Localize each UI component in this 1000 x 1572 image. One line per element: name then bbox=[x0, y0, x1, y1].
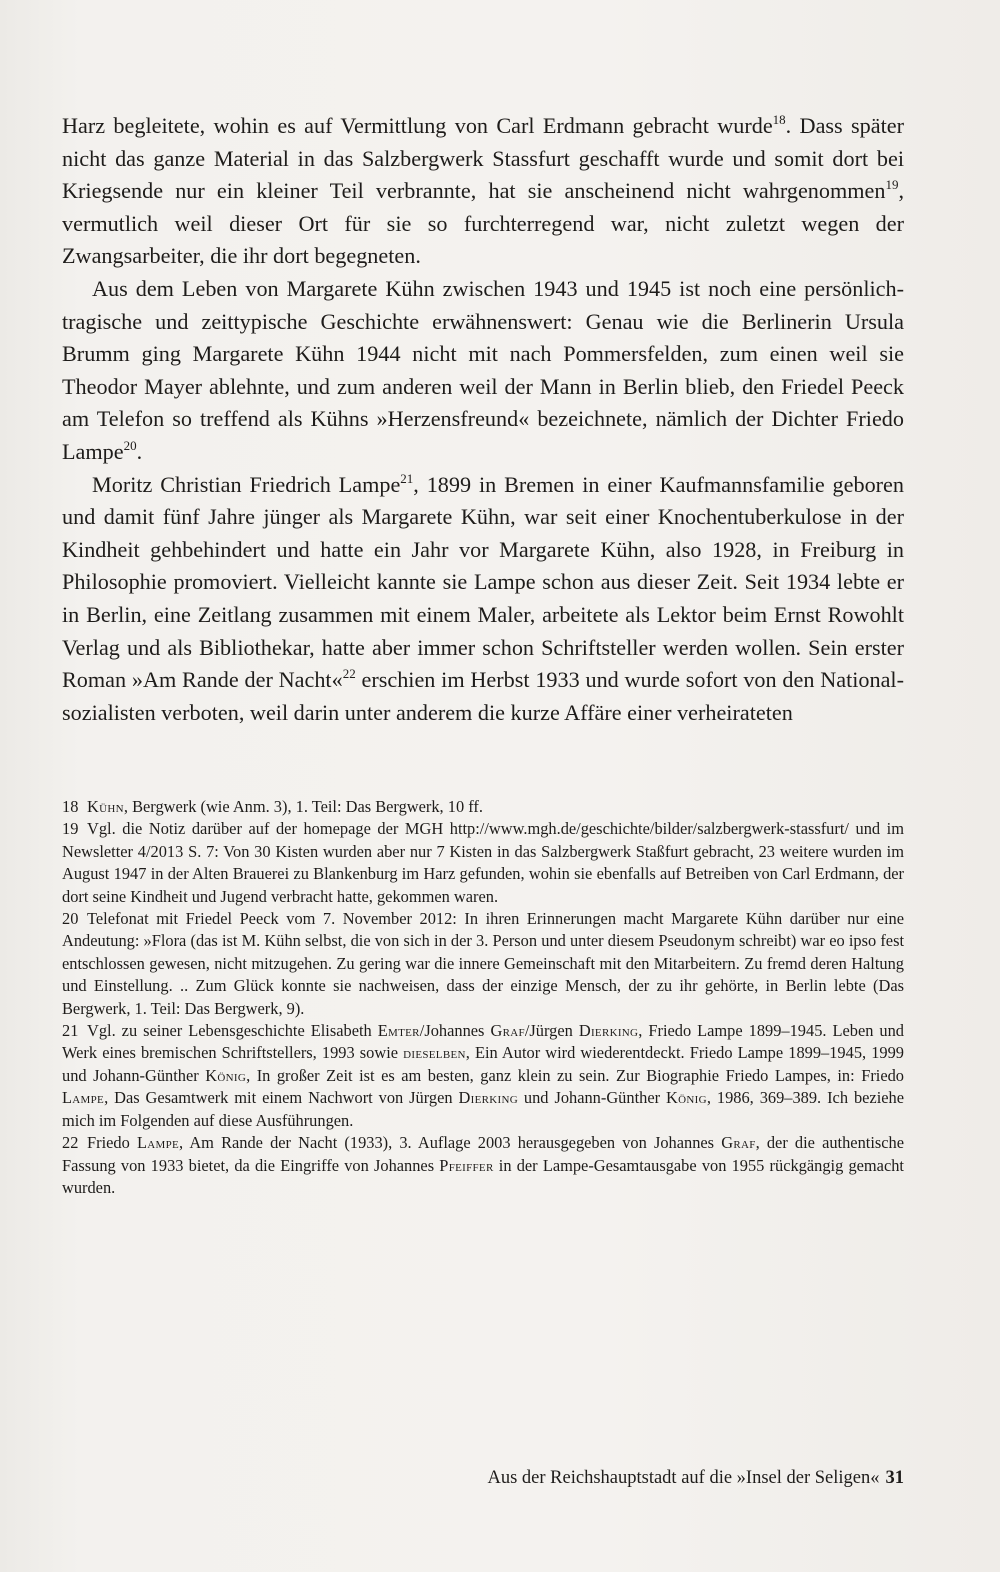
body-paragraph bbox=[62, 273, 904, 469]
footnote-18 bbox=[62, 796, 904, 818]
text-run: , der die authentische Fassung von 1933 bietet, da die Eingriffe von Johannes bbox=[62, 1133, 905, 1175]
text-run: , Ein Autor wird wiederentdeckt. Friedo Lampe 1899–1945, 1999 und Johann-Günther bbox=[62, 1043, 904, 1085]
footnote-reference-21[interactable]: 21 bbox=[400, 470, 414, 486]
text-run: , Das Gesamtwerk mit einem Nachwort von Jürgen bbox=[104, 1088, 459, 1108]
footnote-21 bbox=[62, 1020, 904, 1132]
running-title: Aus der Reichshauptstadt auf die »Insel der Seligen« bbox=[487, 1468, 880, 1488]
body-paragraph bbox=[62, 469, 904, 730]
footnote-reference-22[interactable]: 22 bbox=[342, 666, 356, 682]
text-run: , Friedo Lampe 1899–1945. Leben und Werk eines bremischen Schriftstellers, 1993 sowie bbox=[62, 1021, 905, 1063]
text-run: Vgl. die Notiz darüber auf der homepage der MGH http://www.mgh.de/geschichte/bilder/salzbergwerk-stassfurt/ und im Newsletter 4/2013 S. 7: Von 30 Kisten wurden aber nur 7 Kisten in das Salzbergwerk Staßfurt gebracht, 23 weitere wurden im August 1947 in der Alten Brauerei zu Blankenburg im Harz gefunden, wohin sie ebenfalls auf Betreiben von Carl Erdmann, der dort seine Kindheit und Jugend verbracht hatte, gekommen waren. bbox=[62, 819, 904, 906]
author-name: Kühn bbox=[87, 797, 124, 816]
text-run: /Jürgen bbox=[524, 1021, 579, 1041]
footnote-20 bbox=[62, 908, 904, 1020]
text-run: , 1899 in Bremen in einer Kaufmannsfamilie geboren und damit fünf Jahre jünger als Margarete Kühn, war seit einer Knochentuberkulose in der Kindheit gehbehindert und hatte ein Jahr vor Margarete Kühn, also 1928, in Freiburg in Philosophie promoviert. Vielleicht kannte sie Lampe schon aus dieser Zeit. Seit 1934 lebte er in Berlin, eine Zeitlang zusammen mit einem Maler, arbeitete als Lektor beim Ernst Rowohlt Verlag und als Bibliothekar, hatte aber immer schon Schriftsteller werden wollen. Sein erster Roman »Am Rande der Nacht« bbox=[62, 471, 905, 693]
author-name: Dierking bbox=[578, 1021, 639, 1041]
author-name: König bbox=[666, 1088, 707, 1108]
author-name: Emter bbox=[377, 1021, 420, 1041]
footnote-reference-18[interactable]: 18 bbox=[772, 112, 786, 127]
text-run: Friedo bbox=[87, 1133, 137, 1153]
text-run: und Johann-Günther bbox=[517, 1088, 666, 1108]
footnote-number: 22 bbox=[62, 1133, 79, 1153]
body-text bbox=[62, 110, 904, 729]
text-run: Telefonat mit Friedel Peeck vom 7. November 2012: In ihren Erinnerungen macht Margarete Kühn darüber nur eine Andeutung: »Flora (das ist M. Kühn selbst, die von sich in der 3. Person und unter diesem Pseudonym schreibt) war eo ipso fest entschlossen gewesen, nicht mitzugehen. Zu gering war die innere Gemeinschaft mit den Mitarbeitern. Zu fremd deren Haltung und Einstellung. .. Zum Glück konnte sie nachweisen, dass der einzige Mensch, der zu ihr gehörte, in Berlin lebte (Das Bergwerk, 1. Teil: Das Bergwerk, 9). bbox=[62, 909, 904, 1018]
running-footer bbox=[488, 1466, 905, 1490]
text-run: erschien im Herbst 1933 und wurde sofort von den Nationalsozialisten verboten, weil darin unter anderem die kurze Affäre einer verheirateten bbox=[62, 667, 904, 725]
footnote-19 bbox=[62, 818, 904, 908]
footnote-number: 21 bbox=[62, 1021, 79, 1041]
text-run: , Am Rande der Nacht (1933), 3. Auflage 2003 herausgegeben von Johannes bbox=[179, 1133, 722, 1153]
text-run: Moritz Christian Friedrich Lampe bbox=[92, 471, 401, 497]
text-run: /Johannes bbox=[419, 1021, 491, 1041]
text-run: . Dass später nicht das ganze Material in das Salzbergwerk Stassfurt geschafft wurde und somit dort bei Kriegsende nur ein kleiner Teil verbrannte, hat sie anscheinend nicht wahrgenommen bbox=[62, 113, 904, 204]
text-run: in der Lampe-Gesamtausgabe von 1955 rückgängig gemacht wurden. bbox=[62, 1155, 904, 1197]
text-run: . bbox=[136, 438, 143, 464]
author-name: Dierking bbox=[458, 1088, 518, 1108]
author-name: Lampe bbox=[136, 1133, 180, 1153]
footnote-number: 18 bbox=[62, 797, 79, 816]
page-number: 31 bbox=[885, 1468, 904, 1488]
text-run: Harz begleitete, wohin es auf Vermittlung von Carl Erdmann gebracht wurde bbox=[62, 113, 773, 138]
text-run: Vgl. zu seiner Lebensgeschichte Elisabeth bbox=[87, 1021, 378, 1041]
footnote-reference-19[interactable]: 19 bbox=[885, 177, 899, 193]
author-name: König bbox=[205, 1065, 247, 1085]
author-name: Pfeiffer bbox=[439, 1155, 494, 1175]
footnote-reference-20[interactable]: 20 bbox=[123, 437, 137, 453]
footnotes bbox=[62, 796, 904, 1199]
footnote-22 bbox=[62, 1132, 904, 1199]
text-run: , 1986, 369–389. Ich beziehe mich im Folgenden auf diese Ausführungen. bbox=[62, 1088, 905, 1130]
text-run: , Bergwerk (wie Anm. 3), 1. Teil: Das Bergwerk, 10 ff. bbox=[123, 797, 483, 816]
author-name: Lampe bbox=[62, 1088, 105, 1108]
footnote-number: 19 bbox=[62, 819, 79, 839]
author-name: dieselben bbox=[403, 1043, 466, 1063]
author-name: Graf bbox=[490, 1021, 525, 1041]
text-run: , vermutlich weil dieser Ort für sie so furchterregend war, nicht zuletzt wegen der Zwangsarbeiter, die ihr dort begegneten. bbox=[62, 178, 904, 269]
text-run: Aus dem Leben von Margarete Kühn zwischen 1943 und 1945 ist noch eine persönlich-tragische und zeittypische Geschichte erwähnenswert: Genau wie die Berlinerin Ursula Brumm ging Margarete Kühn 1944 nicht mit nach Pommersfelden, zum einen weil sie Theodor Mayer ablehnte, und zum anderen weil der Mann in Berlin blieb, den Friedel Peeck am Telefon so treffend als Kühns »Herzensfreund« bezeichnete, nämlich der Dichter Friedo Lampe bbox=[62, 275, 904, 464]
body-paragraph bbox=[62, 110, 904, 273]
footnote-number: 20 bbox=[62, 909, 79, 929]
author-name: Graf bbox=[721, 1133, 756, 1153]
text-run: , In großer Zeit ist es am besten, ganz klein zu sein. Zur Biographie Friedo Lampes, in: Friedo bbox=[246, 1065, 904, 1085]
